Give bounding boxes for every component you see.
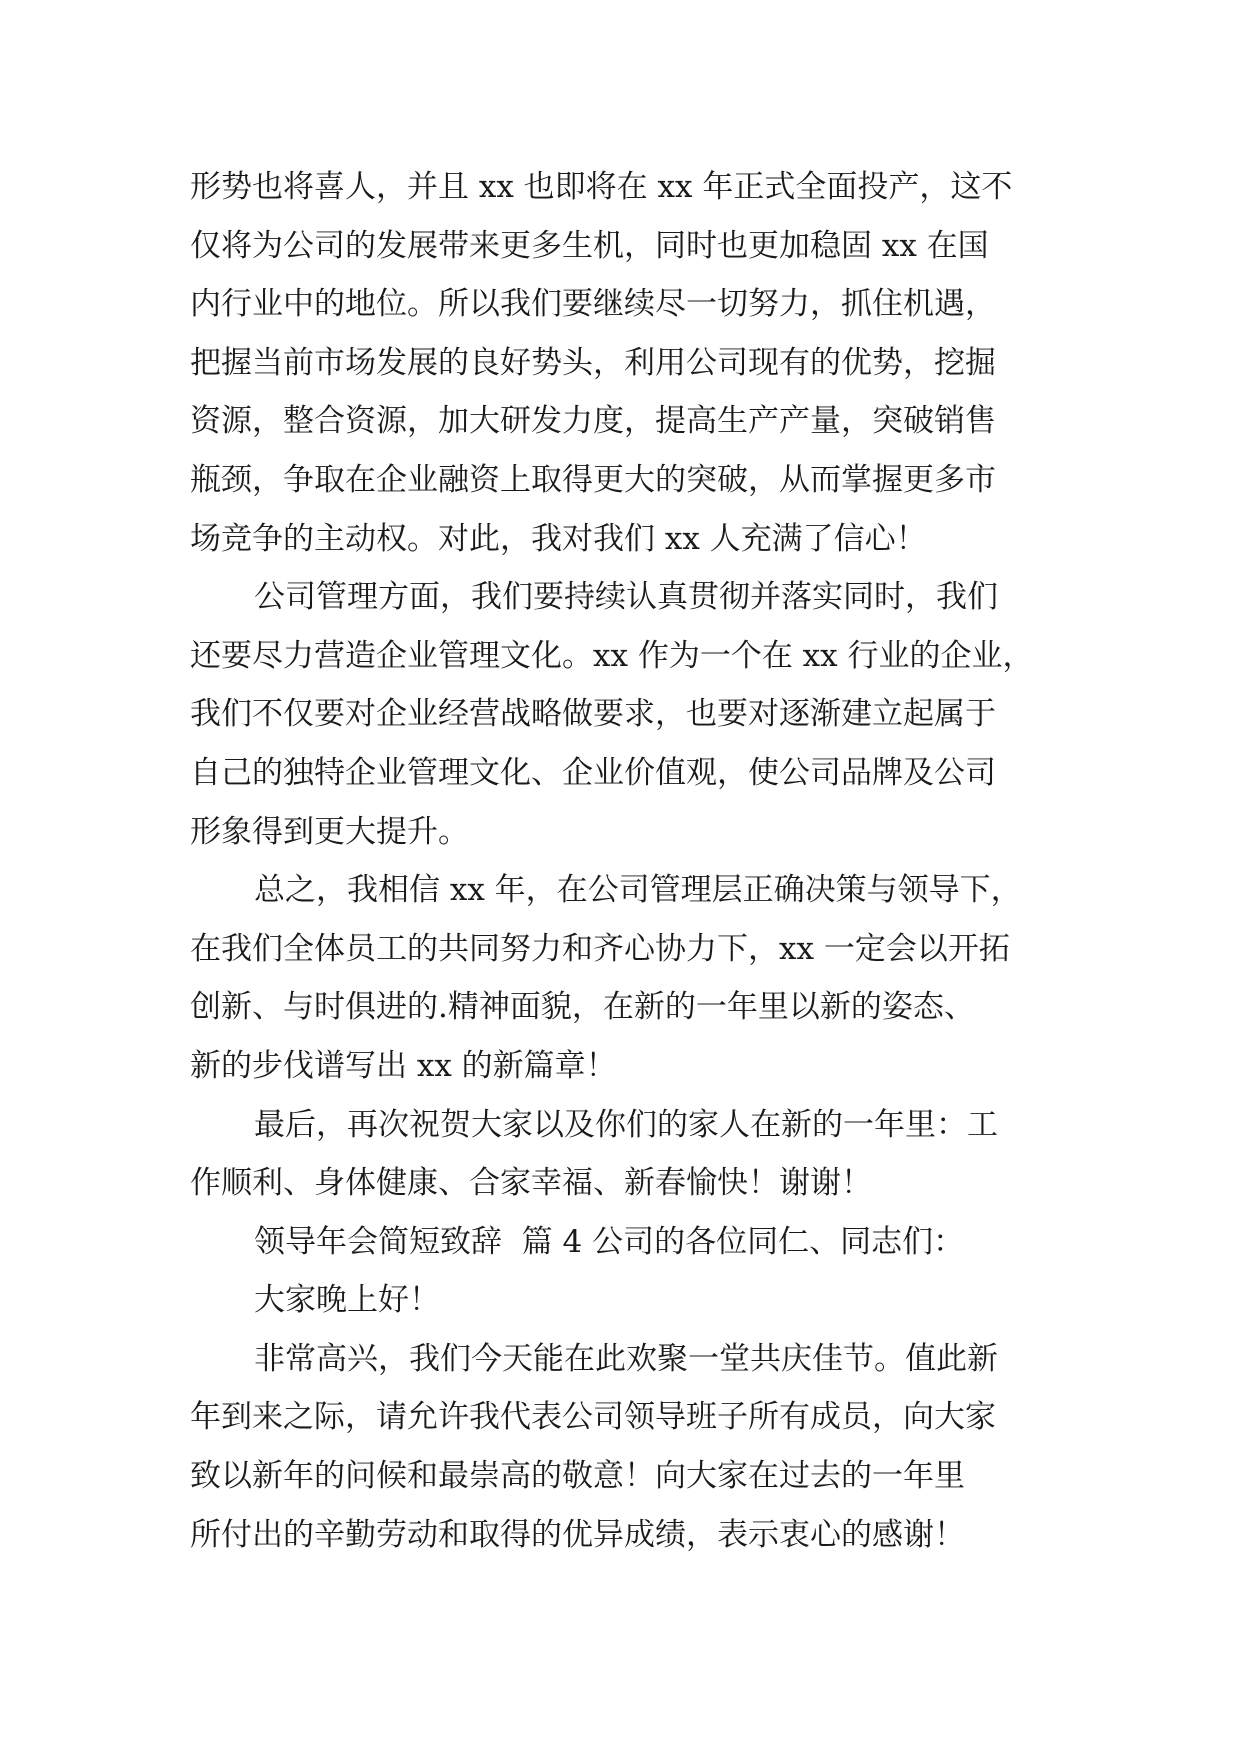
text-line: 场竞争的主动权。对此，我对我们 xx 人充满了信心！ — [190, 520, 927, 557]
text-line: 形象得到更大提升。 — [190, 813, 469, 850]
text-line: 致以新年的问候和最崇高的敬意！向大家在过去的一年里 — [190, 1458, 965, 1495]
text-line: 新的步伐谱写出 xx 的新篇章！ — [190, 1047, 617, 1084]
text-line: 还要尽力营造企业管理文化。xx 作为一个在 xx 行业的企业， — [190, 637, 1034, 674]
paragraph-first-line: 公司管理方面，我们要持续认真贯彻并落实同时，我们 — [254, 579, 998, 616]
text-line: 所付出的辛勤劳动和取得的优异成绩，表示衷心的感谢！ — [190, 1516, 965, 1553]
text-line: 我们不仅要对企业经营战略做要求，也要对逐渐建立起属于 — [190, 696, 996, 733]
text-line: 形势也将喜人，并且 xx 也即将在 xx 年正式全面投产，这不 — [190, 169, 1013, 205]
text-line: 作顺利、身体健康、合家幸福、新春愉快！谢谢！ — [190, 1165, 872, 1202]
document-body — [190, 158, 1060, 1564]
text-line: 仅将为公司的发展带来更多生机，同时也更加稳固 xx 在国 — [190, 227, 989, 264]
text-line: 资源，整合资源，加大研发力度，提高生产产量，突破销售 — [190, 403, 996, 440]
text-line: 内行业中的地位。所以我们要继续尽一切努力，抓住机遇， — [190, 286, 996, 323]
paragraph-first-line: 非常高兴，我们今天能在此欢聚一堂共庆佳节。值此新 — [254, 1340, 998, 1377]
text-line: 创新、与时俱进的.精神面貌，在新的一年里以新的姿态、 — [190, 989, 975, 1026]
text-line: 年到来之际，请允许我代表公司领导班子所有成员，向大家 — [190, 1399, 996, 1436]
text-line: 瓶颈，争取在企业融资上取得更大的突破，从而掌握更多市 — [190, 461, 996, 498]
text-line: 把握当前市场发展的良好势头，利用公司现有的优势，挖掘 — [190, 344, 996, 381]
paragraph-first-line: 总之，我相信 xx 年，在公司管理层正确决策与领导下， — [254, 872, 1022, 909]
text-line: 在我们全体员工的共同努力和齐心协力下，xx 一定会以开拓 — [190, 930, 1010, 967]
paragraph-first-line: 最后，再次祝贺大家以及你们的家人在新的一年里：工 — [254, 1106, 998, 1143]
text-line: 自己的独特企业管理文化、企业价值观，使公司品牌及公司 — [190, 754, 996, 791]
section-heading: 领导年会简短致辞 篇 4 公司的各位同仁、同志们： — [254, 1223, 965, 1260]
greeting-line: 大家晚上好！ — [254, 1282, 440, 1319]
